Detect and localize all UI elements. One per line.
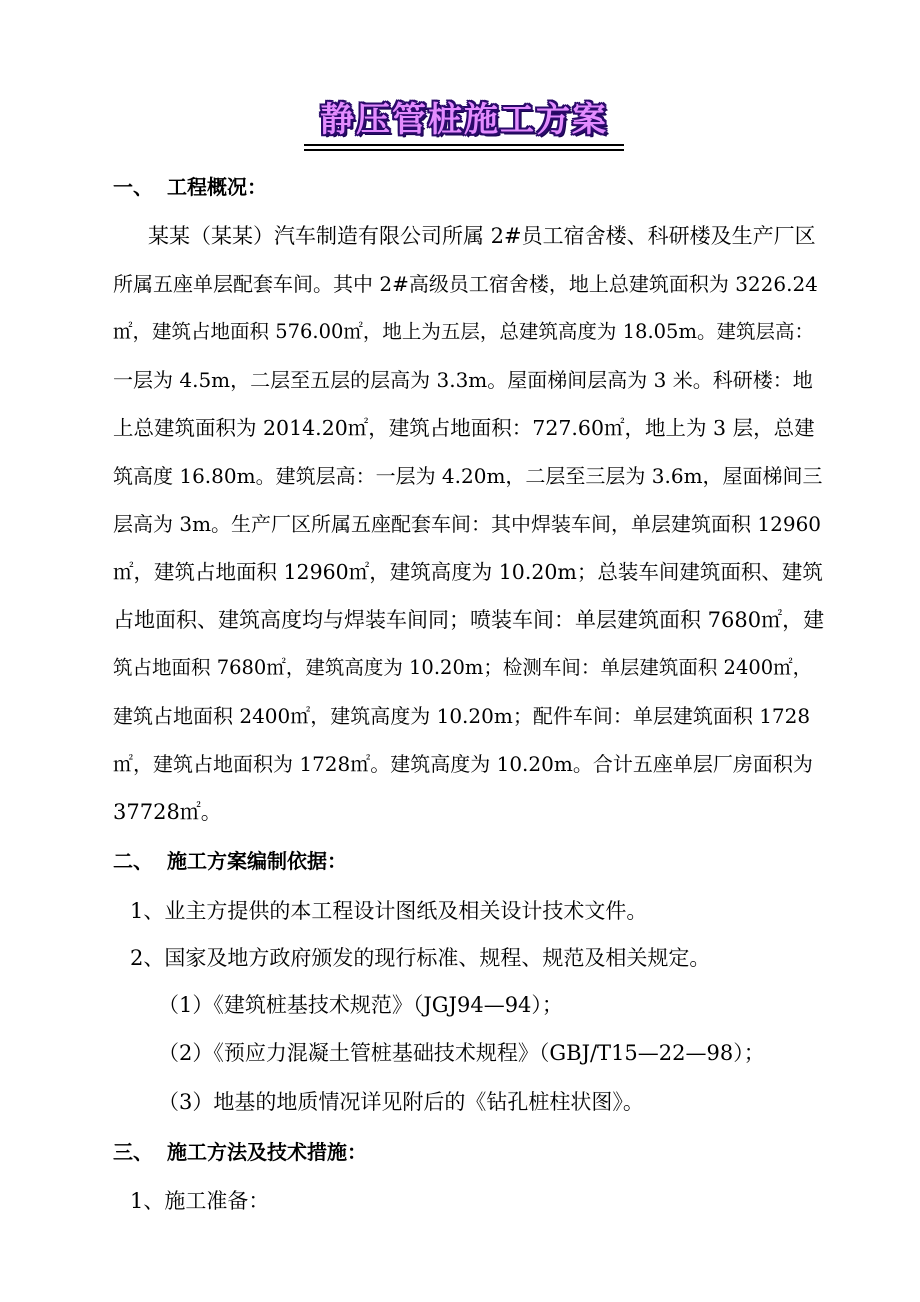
title-underline-top — [304, 144, 624, 146]
section-3-heading — [113, 1137, 367, 1167]
section-2-number: 二、 — [113, 849, 153, 873]
section-2-title: 施工方案编制依据： — [167, 849, 347, 873]
section-3-title: 施工方法及技术措施： — [167, 1140, 367, 1164]
s1-line-3: ㎡，建筑占地面积 576.00㎡，地上为五层，总建筑高度为 18.05m。建筑层高： — [113, 320, 814, 343]
section-1-heading — [113, 172, 267, 202]
s1-line-11: 建筑占地面积 2400㎡，建筑高度为 10.20m；配件车间：单层建筑面积 1728 — [113, 704, 811, 728]
section-3-number: 三、 — [113, 1140, 153, 1164]
s2-subitem-2: （2）《预应力混凝土管桩基础技术规程》（GBJ/T15—22—98）； — [158, 1041, 765, 1065]
s2-item-1: 1、业主方提供的本工程设计图纸及相关设计技术文件。 — [130, 899, 648, 923]
s1-line-12: ㎡，建筑占地面积为 1728㎡。建筑高度为 10.20m。合计五座单层厂房面积为 — [113, 752, 813, 776]
section-1-number: 一、 — [113, 175, 153, 199]
s2-subitem-3: （3）地基的地质情况详见附后的《钻孔桩柱状图》。 — [158, 1090, 644, 1114]
s1-line-10: 筑占地面积 7680㎡，建筑高度为 10.20m；检测车间：单层建筑面积 2400㎡， — [113, 656, 813, 679]
s1-line-6: 筑高度 16.80m。建筑层高：一层为 4.20m，二层至三层为 3.6m，屋面梯间三 — [113, 464, 823, 488]
title-block — [304, 96, 624, 156]
s1-line-5: 上总建筑面积为 2014.20㎡，建筑占地面积：727.60㎡，地上为 3 层，总建 — [113, 416, 815, 440]
title-underline-bottom — [304, 149, 624, 151]
s1-line-2: 所属五座单层配套车间。其中 2#高级员工宿舍楼，地上总建筑面积为 3226.24 — [113, 272, 818, 296]
s2-item-2: 2、国家及地方政府颁发的现行标准、规程、规范及相关规定。 — [130, 946, 711, 970]
s1-line-13: 37728㎡。 — [113, 800, 222, 824]
section-1-title: 工程概况： — [167, 175, 267, 199]
s1-line-9: 占地面积、建筑高度均与焊装车间同；喷装车间：单层建筑面积 7680㎡，建 — [113, 608, 825, 632]
section-2-heading — [113, 846, 347, 876]
s3-item-1: 1、施工准备： — [130, 1189, 270, 1213]
s1-line-7: 层高为 3m。生产厂区所属五座配套车间：其中焊装车间，单层建筑面积 12960 — [113, 512, 822, 536]
s1-line-1: 某某（某某）汽车制造有限公司所属 2#员工宿舍楼、科研楼及生产厂区 — [148, 224, 816, 248]
s2-subitem-1: （1）《建筑桩基技术规范》（JGJ94—94）； — [158, 993, 563, 1017]
s1-line-8: ㎡，建筑占地面积 12960㎡，建筑高度为 10.20m；总装车间建筑面积、建筑 — [113, 560, 823, 584]
document-title: 静压管桩施工方案 — [320, 100, 608, 140]
s1-line-4: 一层为 4.5m，二层至五层的层高为 3.3m。屋面梯间层高为 3 米。科研楼：地 — [113, 368, 813, 392]
